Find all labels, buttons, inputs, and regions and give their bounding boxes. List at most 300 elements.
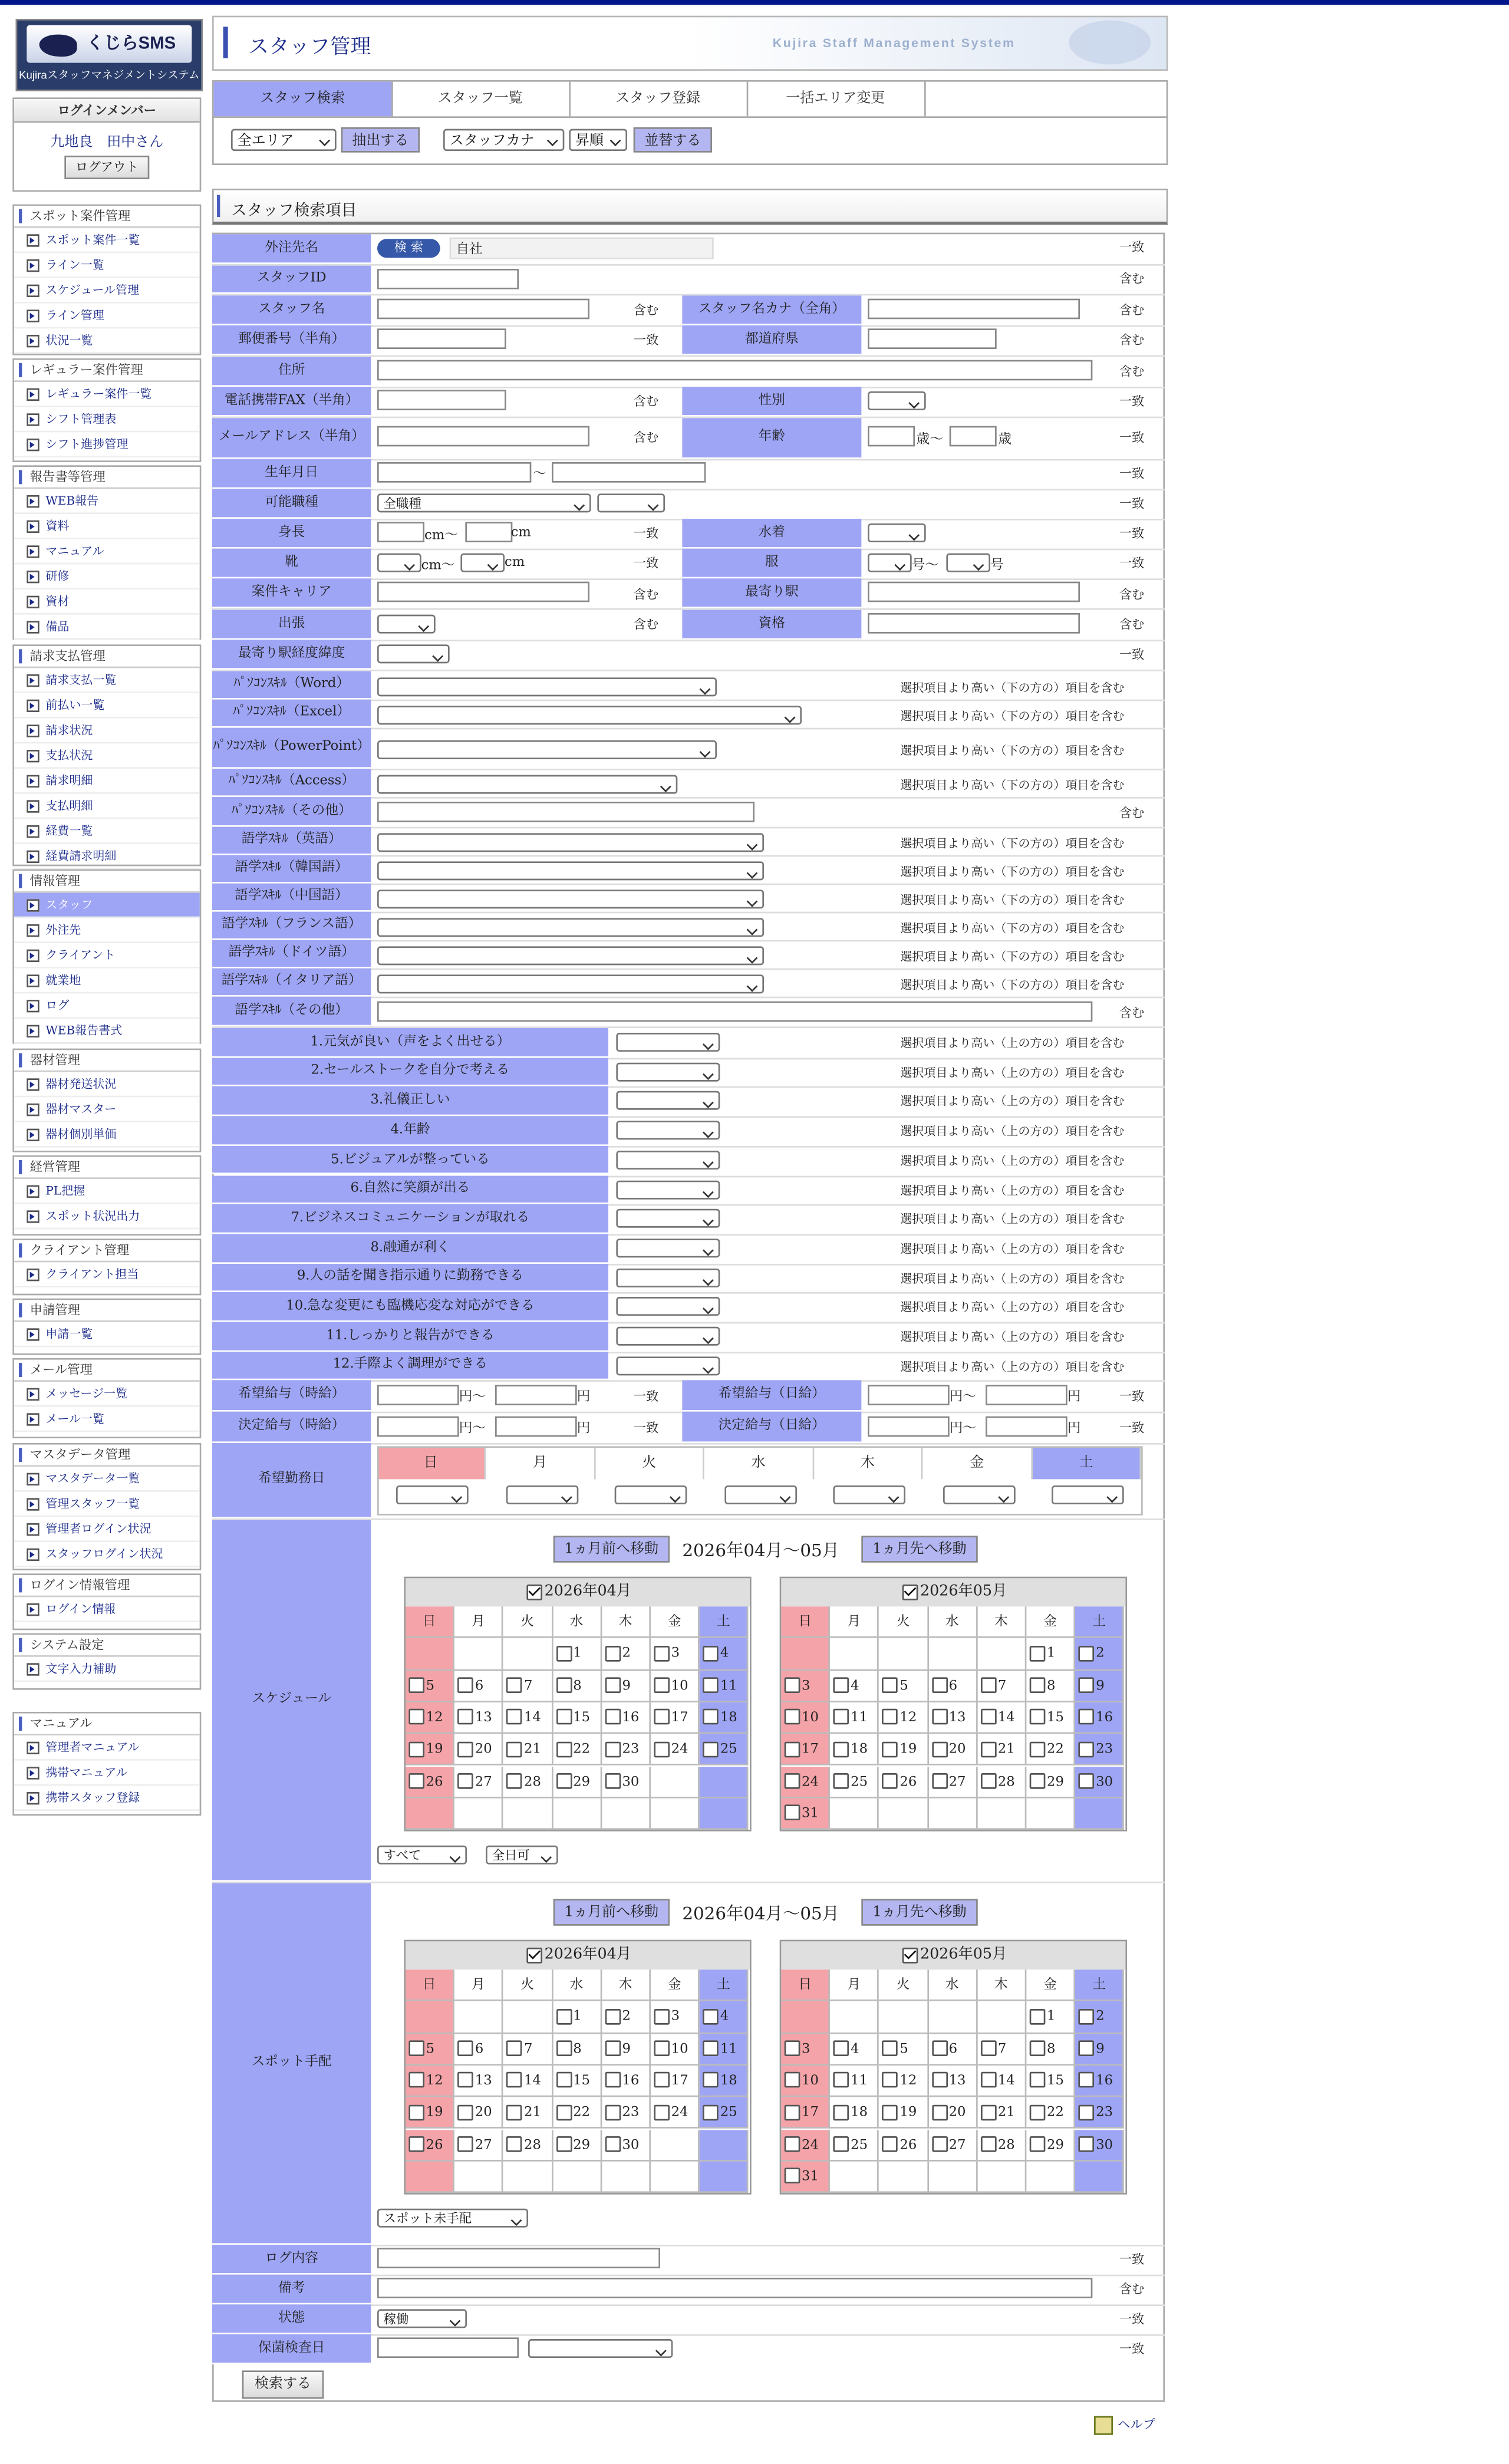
day-checkbox[interactable] bbox=[882, 1773, 898, 1789]
calendar-day[interactable] bbox=[553, 1734, 602, 1766]
day-checkbox[interactable] bbox=[882, 1678, 898, 1694]
sidebar-item[interactable]: 経費一覧 bbox=[14, 819, 200, 844]
calendar-day[interactable] bbox=[781, 2161, 830, 2193]
station-input[interactable] bbox=[868, 582, 1080, 602]
day-checkbox[interactable] bbox=[703, 1645, 719, 1661]
sidebar-item[interactable]: 備品 bbox=[14, 615, 200, 640]
day-checkbox[interactable] bbox=[1030, 1645, 1046, 1661]
calendar-day[interactable] bbox=[454, 2129, 503, 2161]
calendar-day[interactable] bbox=[1076, 1702, 1125, 1734]
fixed-hour-to[interactable] bbox=[495, 1417, 577, 1437]
calendar-day[interactable] bbox=[503, 1766, 552, 1798]
sidebar-item[interactable]: 管理者ログイン状況 bbox=[14, 1517, 200, 1542]
calendar-day[interactable] bbox=[781, 2097, 830, 2129]
calendar-day[interactable] bbox=[1026, 2066, 1075, 2097]
calendar-day[interactable] bbox=[651, 1702, 700, 1734]
calendar-day[interactable] bbox=[700, 1638, 749, 1670]
calendar-day[interactable] bbox=[831, 1734, 879, 1766]
calendar-day[interactable] bbox=[651, 2097, 700, 2129]
day-checkbox[interactable] bbox=[980, 2104, 996, 2120]
day-checkbox[interactable] bbox=[833, 1773, 849, 1789]
lang-chinese-select[interactable] bbox=[377, 889, 764, 908]
day-checkbox[interactable] bbox=[703, 1709, 719, 1725]
calendar-day[interactable] bbox=[1076, 1671, 1125, 1702]
calendar-day[interactable] bbox=[1026, 2034, 1075, 2066]
day-checkbox[interactable] bbox=[703, 2041, 719, 2057]
day-checkbox[interactable] bbox=[556, 2073, 572, 2089]
sidebar-item[interactable]: シフト進捗管理 bbox=[14, 432, 200, 457]
sidebar-item[interactable]: ログイン情報 bbox=[14, 1597, 200, 1622]
wage-day-to[interactable] bbox=[986, 1385, 1067, 1405]
calendar-day[interactable] bbox=[781, 1766, 830, 1798]
calendar-day[interactable] bbox=[1026, 2097, 1075, 2129]
calendar-day[interactable] bbox=[602, 1702, 651, 1734]
day-checkbox[interactable] bbox=[1030, 1678, 1046, 1694]
calendar-day[interactable] bbox=[553, 2002, 602, 2034]
eval-5-select[interactable] bbox=[616, 1150, 720, 1169]
sidebar-item[interactable]: 経費請求明細 bbox=[14, 844, 200, 869]
sidebar-item[interactable]: メッセージ一覧 bbox=[14, 1382, 200, 1407]
calendar-day[interactable] bbox=[928, 1702, 977, 1734]
calendar-day[interactable] bbox=[781, 1734, 830, 1766]
calendar-day[interactable] bbox=[406, 2034, 454, 2066]
calendar-day[interactable] bbox=[406, 1702, 454, 1734]
calendar-day[interactable] bbox=[454, 1766, 503, 1798]
day-checkbox[interactable] bbox=[833, 1709, 849, 1725]
sidebar-item[interactable]: WEB報告 bbox=[14, 489, 200, 514]
calendar-day[interactable] bbox=[553, 1766, 602, 1798]
calendar-day[interactable] bbox=[928, 1766, 977, 1798]
day-checkbox[interactable] bbox=[654, 2104, 670, 2120]
calendar-day[interactable] bbox=[503, 1734, 552, 1766]
mail-input[interactable] bbox=[377, 426, 589, 447]
sidebar-item[interactable]: WEB報告書式 bbox=[14, 1019, 200, 1044]
lang-french-select[interactable] bbox=[377, 917, 764, 936]
staff-kana-input[interactable] bbox=[868, 299, 1080, 319]
day-checkbox[interactable] bbox=[882, 2073, 898, 2089]
day-checkbox[interactable] bbox=[980, 1773, 996, 1789]
day-checkbox[interactable] bbox=[556, 2009, 572, 2025]
age-to-input[interactable] bbox=[950, 426, 997, 447]
eval-4-select[interactable] bbox=[616, 1121, 720, 1140]
gender-select[interactable] bbox=[868, 391, 926, 410]
month-select-checkbox[interactable] bbox=[903, 1947, 919, 1963]
day-checkbox[interactable] bbox=[833, 2041, 849, 2057]
calendar-day[interactable] bbox=[700, 2097, 749, 2129]
address-input[interactable] bbox=[377, 360, 1092, 381]
spot-status-select[interactable]: スポット未手配 bbox=[377, 2209, 528, 2228]
day-checkbox[interactable] bbox=[703, 2073, 719, 2089]
calendar-day[interactable] bbox=[1076, 2002, 1125, 2034]
search-submit-button[interactable]: 検索する bbox=[242, 2370, 324, 2399]
calendar-day[interactable] bbox=[831, 1702, 879, 1734]
day-checkbox[interactable] bbox=[1030, 2041, 1046, 2057]
calendar-day[interactable] bbox=[454, 2097, 503, 2129]
calendar-day[interactable] bbox=[553, 1671, 602, 1702]
day-checkbox[interactable] bbox=[507, 1709, 523, 1725]
day-checkbox[interactable] bbox=[458, 2041, 474, 2057]
swim-select[interactable] bbox=[868, 523, 926, 542]
staff-name-input[interactable] bbox=[377, 299, 589, 319]
calendar-day[interactable] bbox=[781, 2129, 830, 2161]
calendar-day[interactable] bbox=[503, 1702, 552, 1734]
calendar-day[interactable] bbox=[879, 2034, 928, 2066]
calendar-day[interactable] bbox=[928, 2129, 977, 2161]
fixed-day-to[interactable] bbox=[986, 1417, 1067, 1437]
calendar-day[interactable] bbox=[1026, 1734, 1075, 1766]
career-input[interactable] bbox=[377, 582, 589, 602]
day-checkbox[interactable] bbox=[605, 1645, 621, 1661]
pc-other-input[interactable] bbox=[377, 802, 754, 822]
lang-other-input[interactable] bbox=[377, 1002, 1092, 1022]
eval-1-select[interactable] bbox=[616, 1033, 720, 1052]
calendar-day[interactable] bbox=[553, 2066, 602, 2097]
calendar-day[interactable] bbox=[781, 2066, 830, 2097]
day-checkbox[interactable] bbox=[507, 1741, 523, 1757]
height-from-input[interactable] bbox=[377, 522, 424, 542]
day-checkbox[interactable] bbox=[605, 2041, 621, 2057]
sidebar-item[interactable]: 資料 bbox=[14, 514, 200, 539]
sidebar-item[interactable]: 請求明細 bbox=[14, 769, 200, 794]
sidebar-item[interactable]: クライアント担当 bbox=[14, 1262, 200, 1287]
day-checkbox[interactable] bbox=[785, 2104, 800, 2120]
day-checkbox[interactable] bbox=[654, 1741, 670, 1757]
calendar-day[interactable] bbox=[1076, 2097, 1125, 2129]
calendar-day[interactable] bbox=[454, 1671, 503, 1702]
pc-powerpoint-select[interactable] bbox=[377, 740, 717, 759]
eval-10-select[interactable] bbox=[616, 1297, 720, 1316]
day-checkbox[interactable] bbox=[408, 1709, 424, 1725]
eval-8-select[interactable] bbox=[616, 1238, 720, 1257]
calendar-day[interactable] bbox=[406, 1671, 454, 1702]
calendar-day[interactable] bbox=[879, 2129, 928, 2161]
day-checkbox[interactable] bbox=[931, 2104, 947, 2120]
sidebar-item[interactable]: 支払状況 bbox=[14, 743, 200, 769]
day-checkbox[interactable] bbox=[654, 2009, 670, 2025]
calendar-day[interactable] bbox=[977, 1766, 1026, 1798]
calendar-day[interactable] bbox=[879, 1702, 928, 1734]
day-checkbox[interactable] bbox=[507, 2073, 523, 2089]
calendar-day[interactable] bbox=[454, 2066, 503, 2097]
day-checkbox[interactable] bbox=[882, 2136, 898, 2152]
sidebar-item[interactable]: 管理スタッフ一覧 bbox=[14, 1492, 200, 1517]
sidebar-item[interactable]: ライン管理 bbox=[14, 304, 200, 329]
inspect-select[interactable] bbox=[528, 2339, 673, 2358]
sidebar-item[interactable]: 器材個別単価 bbox=[14, 1122, 200, 1148]
day-checkbox[interactable] bbox=[833, 2104, 849, 2120]
calendar-day[interactable] bbox=[406, 2066, 454, 2097]
calendar-day[interactable] bbox=[700, 1702, 749, 1734]
calendar-day[interactable] bbox=[602, 1766, 651, 1798]
day-checkbox[interactable] bbox=[556, 1678, 572, 1694]
birth-from-input[interactable] bbox=[377, 462, 531, 483]
eval-3-select[interactable] bbox=[616, 1092, 720, 1111]
calendar-day[interactable] bbox=[700, 1671, 749, 1702]
day-checkbox[interactable] bbox=[882, 2041, 898, 2057]
calendar-day[interactable] bbox=[1026, 1702, 1075, 1734]
day-checkbox[interactable] bbox=[931, 1678, 947, 1694]
note-input[interactable] bbox=[377, 2278, 1092, 2298]
sidebar-item[interactable]: マニュアル bbox=[14, 539, 200, 565]
app-logo[interactable] bbox=[16, 19, 203, 91]
tel-input[interactable] bbox=[377, 390, 506, 410]
calendar-day[interactable] bbox=[553, 1702, 602, 1734]
calendar-day[interactable] bbox=[406, 1766, 454, 1798]
calendar-day[interactable] bbox=[1076, 1766, 1125, 1798]
age-from-input[interactable] bbox=[868, 426, 915, 447]
day-checkbox[interactable] bbox=[703, 2009, 719, 2025]
day-checkbox[interactable] bbox=[980, 2136, 996, 2152]
day-checkbox[interactable] bbox=[882, 1741, 898, 1757]
day-checkbox[interactable] bbox=[654, 1709, 670, 1725]
calendar-day[interactable] bbox=[1026, 1638, 1075, 1670]
shoes-from-select[interactable] bbox=[377, 554, 421, 572]
job-sub-select[interactable] bbox=[597, 493, 665, 512]
sidebar-item[interactable]: スタッフログイン状況 bbox=[14, 1542, 200, 1567]
clothes-from-select[interactable] bbox=[868, 554, 912, 572]
sidebar-item[interactable]: ライン一覧 bbox=[14, 253, 200, 278]
calendar-day[interactable] bbox=[1076, 2034, 1125, 2066]
calendar-day[interactable] bbox=[977, 2066, 1026, 2097]
month-select-checkbox[interactable] bbox=[903, 1584, 919, 1600]
calendar-day[interactable] bbox=[700, 1734, 749, 1766]
schedule-calendar-title[interactable] bbox=[406, 1578, 750, 1606]
calendar-day[interactable] bbox=[977, 1702, 1026, 1734]
calendar-day[interactable] bbox=[879, 1734, 928, 1766]
calendar-day[interactable] bbox=[781, 2034, 830, 2066]
day-checkbox[interactable] bbox=[556, 1773, 572, 1789]
calendar-day[interactable] bbox=[503, 2066, 552, 2097]
day-checkbox[interactable] bbox=[1079, 1741, 1095, 1757]
day-checkbox[interactable] bbox=[458, 1709, 474, 1725]
calendar-day[interactable] bbox=[831, 1671, 879, 1702]
day-checkbox[interactable] bbox=[605, 1773, 621, 1789]
day-checkbox[interactable] bbox=[556, 2136, 572, 2152]
spot-next-month-button[interactable]: 1ヵ月先へ移動 bbox=[861, 1899, 977, 1925]
tab-bulk-area-change[interactable]: 一括エリア変更 bbox=[747, 82, 926, 117]
day-checkbox[interactable] bbox=[605, 1678, 621, 1694]
calendar-day[interactable] bbox=[1026, 1766, 1075, 1798]
sidebar-item[interactable]: 状況一覧 bbox=[14, 328, 200, 354]
fixed-hour-from[interactable] bbox=[377, 1417, 459, 1437]
calendar-day[interactable] bbox=[602, 2129, 651, 2161]
calendar-day[interactable] bbox=[406, 2097, 454, 2129]
eval-6-select[interactable] bbox=[616, 1180, 720, 1198]
day-checkbox[interactable] bbox=[408, 2136, 424, 2152]
spot-calendar-title[interactable] bbox=[781, 1941, 1125, 1969]
calendar-day[interactable] bbox=[831, 2066, 879, 2097]
day-checkbox[interactable] bbox=[703, 2104, 719, 2120]
sidebar-item[interactable]: シフト管理表 bbox=[14, 407, 200, 433]
calendar-day[interactable] bbox=[1026, 2002, 1075, 2034]
calendar-day[interactable] bbox=[977, 2034, 1026, 2066]
day-checkbox[interactable] bbox=[1079, 2041, 1095, 2057]
license-input[interactable] bbox=[868, 613, 1080, 634]
day-checkbox[interactable] bbox=[654, 1645, 670, 1661]
lang-german-select[interactable] bbox=[377, 946, 764, 964]
sidebar-item[interactable]: クライアント bbox=[14, 943, 200, 969]
month-select-checkbox[interactable] bbox=[527, 1947, 543, 1963]
calendar-day[interactable] bbox=[977, 2129, 1026, 2161]
day-checkbox[interactable] bbox=[458, 2136, 474, 2152]
sidebar-item[interactable]: 前払い一覧 bbox=[14, 693, 200, 719]
schedule-next-month-button[interactable]: 1ヵ月先へ移動 bbox=[861, 1536, 977, 1562]
eval-12-select[interactable] bbox=[616, 1356, 720, 1375]
calendar-day[interactable] bbox=[831, 1766, 879, 1798]
day-checkbox[interactable] bbox=[931, 1773, 947, 1789]
wage-hour-to[interactable] bbox=[495, 1385, 577, 1405]
calendar-day[interactable] bbox=[602, 2034, 651, 2066]
calendar-day[interactable] bbox=[700, 2034, 749, 2066]
status-select[interactable]: 稼働 bbox=[377, 2309, 467, 2328]
zip-input[interactable] bbox=[377, 328, 506, 349]
day-checkbox[interactable] bbox=[507, 2104, 523, 2120]
day-checkbox[interactable] bbox=[556, 1709, 572, 1725]
calendar-day[interactable] bbox=[928, 2066, 977, 2097]
calendar-day[interactable] bbox=[503, 2129, 552, 2161]
calendar-day[interactable] bbox=[406, 1734, 454, 1766]
day-checkbox[interactable] bbox=[458, 1741, 474, 1757]
calendar-day[interactable] bbox=[928, 2097, 977, 2129]
spot-calendar-title[interactable] bbox=[406, 1941, 750, 1969]
sidebar-item[interactable]: スポット案件一覧 bbox=[14, 228, 200, 253]
sidebar-item[interactable]: スケジュール管理 bbox=[14, 278, 200, 304]
day-checkbox[interactable] bbox=[408, 2073, 424, 2089]
day-checkbox[interactable] bbox=[408, 2104, 424, 2120]
job-select[interactable]: 全職種 bbox=[377, 493, 591, 512]
day-checkbox[interactable] bbox=[931, 1741, 947, 1757]
sidebar-item[interactable]: メール一覧 bbox=[14, 1407, 200, 1432]
day-checkbox[interactable] bbox=[1030, 2104, 1046, 2120]
calendar-day[interactable] bbox=[651, 2002, 700, 2034]
calendar-day[interactable] bbox=[1026, 2129, 1075, 2161]
calendar-day[interactable] bbox=[651, 1671, 700, 1702]
day-checkbox[interactable] bbox=[1079, 2009, 1095, 2025]
calendar-day[interactable] bbox=[651, 2066, 700, 2097]
calendar-day[interactable] bbox=[1026, 1671, 1075, 1702]
calendar-day[interactable] bbox=[928, 2034, 977, 2066]
day-checkbox[interactable] bbox=[1079, 1645, 1095, 1661]
day-checkbox[interactable] bbox=[785, 2168, 800, 2184]
calendar-day[interactable] bbox=[879, 1671, 928, 1702]
calendar-day[interactable] bbox=[1076, 1638, 1125, 1670]
sidebar-item[interactable]: 文字入力補助 bbox=[14, 1657, 200, 1682]
calendar-day[interactable] bbox=[977, 1671, 1026, 1702]
day-checkbox[interactable] bbox=[408, 2041, 424, 2057]
sidebar-item[interactable]: マスタデータ一覧 bbox=[14, 1467, 200, 1492]
inspect-date-input[interactable] bbox=[377, 2337, 519, 2358]
sidebar-item[interactable]: 器材発送状況 bbox=[14, 1072, 200, 1098]
pc-word-select[interactable] bbox=[377, 677, 717, 696]
calendar-day[interactable] bbox=[831, 2034, 879, 2066]
day-checkbox[interactable] bbox=[1079, 1773, 1095, 1789]
day-checkbox[interactable] bbox=[654, 2073, 670, 2089]
lang-korean-select[interactable] bbox=[377, 861, 764, 879]
calendar-day[interactable] bbox=[602, 1638, 651, 1670]
fixed-day-from[interactable] bbox=[868, 1417, 950, 1437]
day-checkbox[interactable] bbox=[408, 1773, 424, 1789]
calendar-day[interactable] bbox=[602, 1734, 651, 1766]
day-checkbox[interactable] bbox=[882, 2104, 898, 2120]
calendar-day[interactable] bbox=[553, 2034, 602, 2066]
day-checkbox[interactable] bbox=[654, 1678, 670, 1694]
day-checkbox[interactable] bbox=[931, 2041, 947, 2057]
calendar-day[interactable] bbox=[781, 1702, 830, 1734]
area-select[interactable]: 全エリア bbox=[231, 129, 337, 151]
day-checkbox[interactable] bbox=[785, 2041, 800, 2057]
tab-staff-search[interactable]: スタッフ検索 bbox=[214, 82, 393, 117]
day-checkbox[interactable] bbox=[1030, 1773, 1046, 1789]
lang-italian-select[interactable] bbox=[377, 974, 764, 993]
day-checkbox[interactable] bbox=[1079, 1709, 1095, 1725]
day-checkbox[interactable] bbox=[458, 2073, 474, 2089]
calendar-day[interactable] bbox=[454, 1734, 503, 1766]
day-checkbox[interactable] bbox=[605, 2073, 621, 2089]
day-checkbox[interactable] bbox=[980, 1741, 996, 1757]
day-checkbox[interactable] bbox=[703, 1741, 719, 1757]
clothes-to-select[interactable] bbox=[946, 554, 990, 572]
wage-hour-from[interactable] bbox=[377, 1385, 459, 1405]
day-checkbox[interactable] bbox=[458, 1773, 474, 1789]
sidebar-item[interactable]: 支払明細 bbox=[14, 794, 200, 819]
sidebar-item[interactable]: スタッフ bbox=[14, 893, 200, 918]
sidebar-item[interactable]: 請求支払一覧 bbox=[14, 668, 200, 693]
birth-to-input[interactable] bbox=[552, 462, 706, 483]
day-checkbox[interactable] bbox=[833, 2073, 849, 2089]
day-checkbox[interactable] bbox=[1030, 2009, 1046, 2025]
calendar-day[interactable] bbox=[831, 2129, 879, 2161]
calendar-day[interactable] bbox=[879, 1766, 928, 1798]
day-checkbox[interactable] bbox=[882, 1709, 898, 1725]
sidebar-item[interactable]: 申請一覧 bbox=[14, 1322, 200, 1348]
day-checkbox[interactable] bbox=[785, 2136, 800, 2152]
sidebar-item[interactable]: 管理者マニュアル bbox=[14, 1735, 200, 1761]
calendar-day[interactable] bbox=[977, 1734, 1026, 1766]
schedule-calendar-title[interactable] bbox=[781, 1578, 1125, 1606]
extract-button[interactable]: 抽出する bbox=[341, 127, 420, 153]
day-checkbox[interactable] bbox=[408, 1741, 424, 1757]
calendar-day[interactable] bbox=[1076, 1734, 1125, 1766]
day-checkbox[interactable] bbox=[1030, 2073, 1046, 2089]
sidebar-item[interactable]: 就業地 bbox=[14, 969, 200, 994]
day-checkbox[interactable] bbox=[556, 2041, 572, 2057]
day-checkbox[interactable] bbox=[785, 1709, 800, 1725]
day-checkbox[interactable] bbox=[458, 1678, 474, 1694]
day-checkbox[interactable] bbox=[833, 1741, 849, 1757]
pc-access-select[interactable] bbox=[377, 774, 677, 793]
day-checkbox[interactable] bbox=[980, 1678, 996, 1694]
log-input[interactable] bbox=[377, 2248, 660, 2268]
calendar-day[interactable] bbox=[781, 1671, 830, 1702]
day-checkbox[interactable] bbox=[1030, 1741, 1046, 1757]
day-checkbox[interactable] bbox=[1079, 2073, 1095, 2089]
sort-order-select[interactable]: 昇順 bbox=[569, 129, 627, 151]
day-checkbox[interactable] bbox=[605, 2136, 621, 2152]
eval-7-select[interactable] bbox=[616, 1209, 720, 1228]
day-checkbox[interactable] bbox=[833, 1678, 849, 1694]
calendar-day[interactable] bbox=[651, 1638, 700, 1670]
calendar-day[interactable] bbox=[602, 2097, 651, 2129]
day-checkbox[interactable] bbox=[785, 1805, 800, 1821]
day-checkbox[interactable] bbox=[931, 2073, 947, 2089]
calendar-day[interactable] bbox=[602, 2066, 651, 2097]
calendar-day[interactable] bbox=[700, 2002, 749, 2034]
pref-input[interactable] bbox=[868, 328, 997, 349]
sort-field-select[interactable]: スタッフカナ bbox=[443, 129, 564, 151]
day-checkbox[interactable] bbox=[605, 1709, 621, 1725]
sidebar-item[interactable]: PL把握 bbox=[14, 1179, 200, 1204]
day-checkbox[interactable] bbox=[605, 1741, 621, 1757]
